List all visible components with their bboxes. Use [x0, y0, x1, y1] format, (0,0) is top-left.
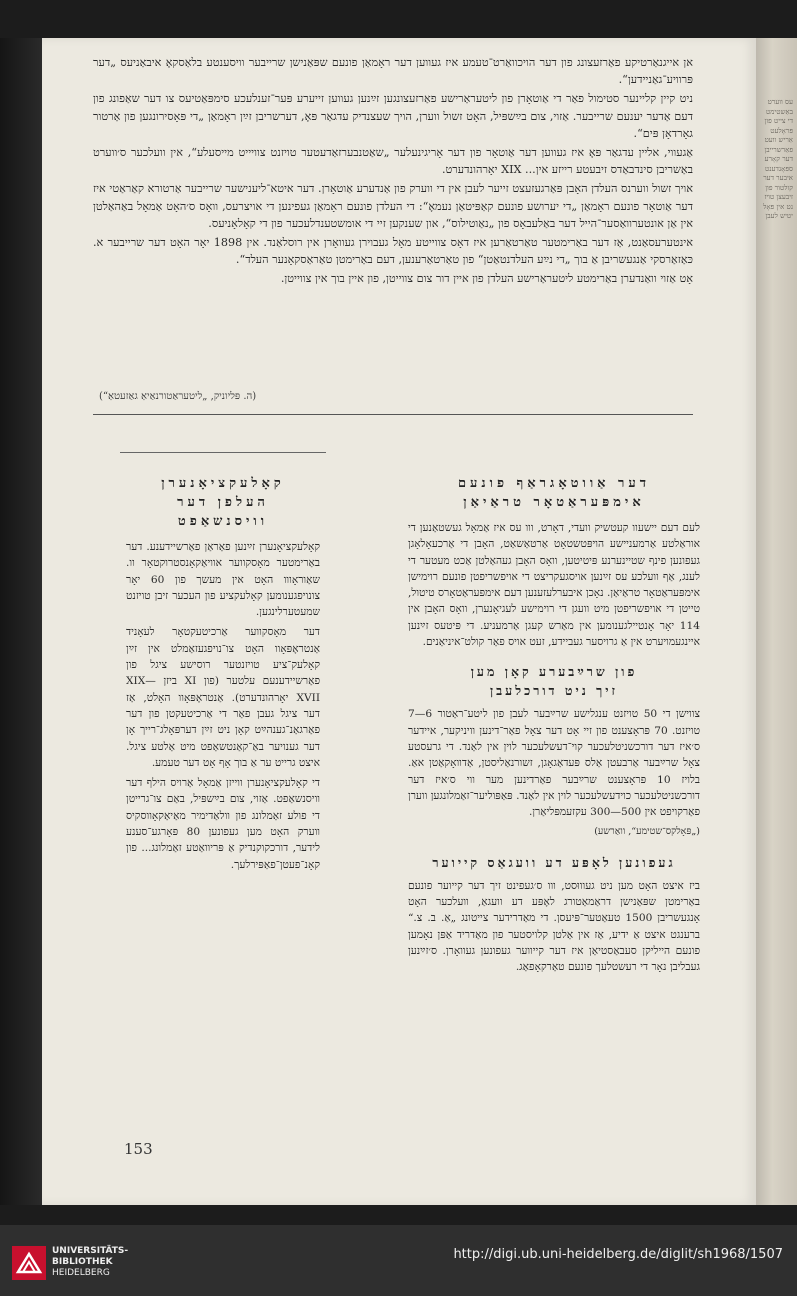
article-paragraph: די קאָלעקציאָנערן ווייזן אַמאָל אַרויס הילף דער וויסנשאַפט. אַזוי, צום בײַשפּיל, באַם צו־גרייטן די פולע זאַמלונג פון וולאַדימיר מאַיאַקאָווסקיס ווערק האָט מען געפונען 80 פּאָרגע־סענע לידער, דורכקוקנדיק אַ פּריוואַטע זאַמלונג... פון קאָנ־פעטן־פאַפּירלעך.: [126, 777, 320, 871]
permalink-url[interactable]: http://digi.ub.uni-heidelberg.de/diglit/sh1968/1507: [453, 1247, 783, 1262]
heading-line: אימפּעראַטאָר טראַיאַן: [463, 495, 645, 510]
quote-block: [93, 54, 693, 415]
quote-paragraph: אינטערעסאַנט, אַז דער באַרימטער טאַרטאַרען איז דאָס צווייטע מאָל געבוירן געוואָרן אין רוסלאַנד. אין 1898 יאָר האָט דער שרייבער א. כּאַזאַרסקי אַנגעשריבן אַ בוך „די נײַע העלדנטאַטן“ פון טאַרטאַרענען, דעם באַרימטן טאַראַסקאָנער העלד“.: [93, 236, 694, 267]
institution-line: BIBLIOTHEK: [52, 1257, 113, 1267]
adjacent-page-edge: [756, 38, 797, 1205]
heading-line: זיך ניט דורכלעבן: [489, 683, 619, 699]
heading-line: העלפן דער: [177, 495, 269, 510]
quote-paragraph: אַגעווי, אליין עדגאַר פּאָ איז געווען דער אַוטאָר פון דער אָריגינעלער „שאַטנבערזאַדעטער טויזנט צוויייט מייסעלע“, אין וועלכער ס׳ווערט באַשריבן סינדבאַדס זיבעטע רייזע אין... XIX יאָרהונדערט.: [93, 146, 693, 177]
article-heading: [126, 474, 320, 531]
page-number: 153: [124, 1140, 153, 1158]
institution-line: HEIDELBERG: [52, 1268, 110, 1278]
article-paragraph: לעם דעם יישעוו קעטשיק וועדי, דאָרט, ווו עס איז אַמאָל געשטאַנען די אוראַלטע אַרמעניישע הויפּטשטאָט אַרטאַשאַט, האָבן די אַרכעאָלאָגן געפונען פינף שטיינערנע פּיטיטען, וואָס האָבן געהאַלטן אַכט מעטער די לענג, אַף וועלכע עס זײַנען אויסגעקריצט די אויפשריפטן פונעם רוימישן אימפּעראַטאָר טראַיאַן. נאָכן איבערלעזענען דעם אימפּעראַטאָרס טיטול, טייטן די אויפשריפטן מיט וועגן די רוימישע לעגיאָנערן, וואָס האָבן אין 114 יאָר אָנטיילגענומען אין מאַרש קעגן אַרמעניע. די פּיטעס זײַנען איינגעמויערט אין אַ גרויסער געביידע, זעט אויס פאַר קולט־איניאַנים.: [408, 522, 700, 649]
book-gutter: [0, 38, 42, 1205]
article-heading: געפונען לאָפּע דע וועגאַס קייוער: [432, 854, 676, 870]
institution-name[interactable]: [52, 1246, 128, 1279]
heading-line: קאָלעקציאָנערן: [161, 476, 285, 491]
university-logo-icon[interactable]: [12, 1246, 46, 1280]
quote-source: (ה. פּליוניק, „ליטעראַטורנאַיאַ גאַזעטאַ“): [99, 391, 257, 402]
article-heading: [408, 474, 700, 512]
institution-line: UNIVERSITÄTS-: [52, 1246, 129, 1256]
article-credit: („פּאָלקס־שטימע“, וואַרשע): [594, 826, 700, 838]
right-column: [408, 468, 700, 1158]
article-paragraph: צווישן די 50 טויזנט ענגלישע שרײַבער לעבן פון ליטע־ראַטור 6—7 טויזנט. 70 פּראָצענט פון זיי אָט דער צאָל פאַר־דינען וויניקער, איידער ס׳איז דער דורכשניטלעכער קוי־דעשלעכער לוין אין לאַנד. די גרעסטע צאָל שרײַבער אַרבעטן אַלס פּעדאַגאָגן, זשורנאַליסטן, אַדוואָקאַטן אאַ. בלויז 10 פּראָצענט שרײַבער פאַרדינען מער ווי ס׳איז דער דורכשניטלעכער כוידעשלעכער לוין אין לאַנד. פּאַפּוליער־זאַמלונגען ווערן פאַרקויפט אין 500—300 עקזעמפּליאַרן.: [408, 708, 701, 819]
heading-line: וויסנשאַפט: [177, 514, 269, 529]
adjacent-page-text: עס ווערט באַשטימט די צייט פון פּראָלעטאַריש וועט פאַרשרייבן דער קאָרעספּאָנדענט איבער דער קולטור פון זיבעצן טויזנט אין פּאָליטיש לעבן: [763, 98, 793, 220]
left-column: [126, 468, 320, 1158]
quote-paragraph: אָט אַזוי וואַנדערן באַרימטע ליטעראַרישע העלדן פון איין דור צום צווייטן, פון איין בוך אין צווייטן.: [280, 272, 693, 286]
quote-paragraph: ניט קיין קליינער סטימול פאַר די אַוטאָרן פון ליטעראַרישע פאַרזעצונגען זײַנען געווען זייערע פּער־זענלעכע סימפּאַטיעס צו דער שאַפונג פון דעם אַדער יענעם שרייבער. אַזוי, צום בײַשפּיל, האָט זשול ווערן, הויך שעצנדיק עדגאַר פּאָ, דערשריבן זײַן ראָמאַן „די פּאָסירונגען פון אַרטור גאָרדאָן פּים“.: [93, 92, 693, 140]
article-heading: [408, 662, 700, 700]
quote-paragraph: אויך זשול ווערנס העלדן האָבן פּאַרגעזעצט זייער לעבן אין די ווערק פון אַנדערע אַוטאָרן. דער איטא־ליענישער שרייבער אַרטורא קאַראַטי איז דער אַוטאָר פונעם ראָמאַן „די יערושע פונעם קאַפּיטאַן נעמאָ“: די העלדן פונעם ראָמאַן געפינען די אויצרעס, וואָס ס׳האָט אַמאָל באַהאַלטן אין אַן אונטערוואַסער־הייל דער באַלעבאָס פון „נאַוטילוס“, און שענקען זיי די אומשטענדלעכער פון די קאָלאָניעס.: [93, 182, 693, 230]
heading-line: פון שרײַבערע קאָן מען: [470, 664, 638, 680]
article-paragraph: דער מאָסקווער אַרכיטעקטאָר לעאָניד אַנטראָפּאָוו האָט צו־נויפגעזאַמלט אין זײַן קאָלעק־ציע טויזנטער רוסישע ציגל פון פאַרשיידענעם עלטער (פון XI ביזן XIX—XVII יאָרהונדערט). אַנטראָפּאָוו האָלט, אַז דער ציגל געבן פאַר די אַרכיטעקטן פון דער פאַרגאַנ־גענהײַט קאָן ניט זײַן דערפּאָלג־רייך אָן דער גענויער באַ־קאַנטשאַפט מיט אַלטע ציגל. איצט גרייט ער אַ בוך אָף אָט דער טעמע.: [126, 626, 320, 769]
heading-line: דער אַווטאָגראַף פונעם: [457, 476, 651, 491]
article-paragraph: קאָלעקציאָנערן זײַנען פאַראַן פאַרשיידענע. דער באַרימטער מאָסקווער אוויאַקאָנסטרוקטאָר וו. שאַוראָווו האָט אין מעשך פון 60 יאָר צונויפגענומען קאָלעקציע פון העכער זיבן טויזנט שמעטערלינגען.: [126, 541, 320, 619]
quote-paragraph: אן אייגנאַרטיקע פאַרזעצונג פון דער הויכוואַרט־טעמע איז געווען דער ראָמאַן פונעם שפּאַנישן שרייבער וויסענטע בלאַסקאָ איבאַניעס „דער פּרוויע־גאַניידען“.: [93, 56, 693, 87]
article-paragraph: ביז איצט האָט מען ניט געוווּסט, ווו ס׳געפינט זיך דער קייוער פונעם באַרימטן שפּאַנישן דראַמאַטורג לאָפּע דע וועגאַ, וועלכער האָט אָנגעשריבן 1500 טעאַטער־פּיעסן. די מאַדרידער צייטונג „אַ. ב. צ.“ ברענגט איצט אַ ידיע, אַז אין אַלטן קלויסטער פון מאַדריד אַפּן נאָמען פונעם הייליקן סעבאַסטיאַן איז דער קייווער געפונען געוואָרן. ס׳זײַנען געבליבן נאָר די רעשטלעך פונעם טאַרקאָפאַג.: [408, 879, 700, 974]
